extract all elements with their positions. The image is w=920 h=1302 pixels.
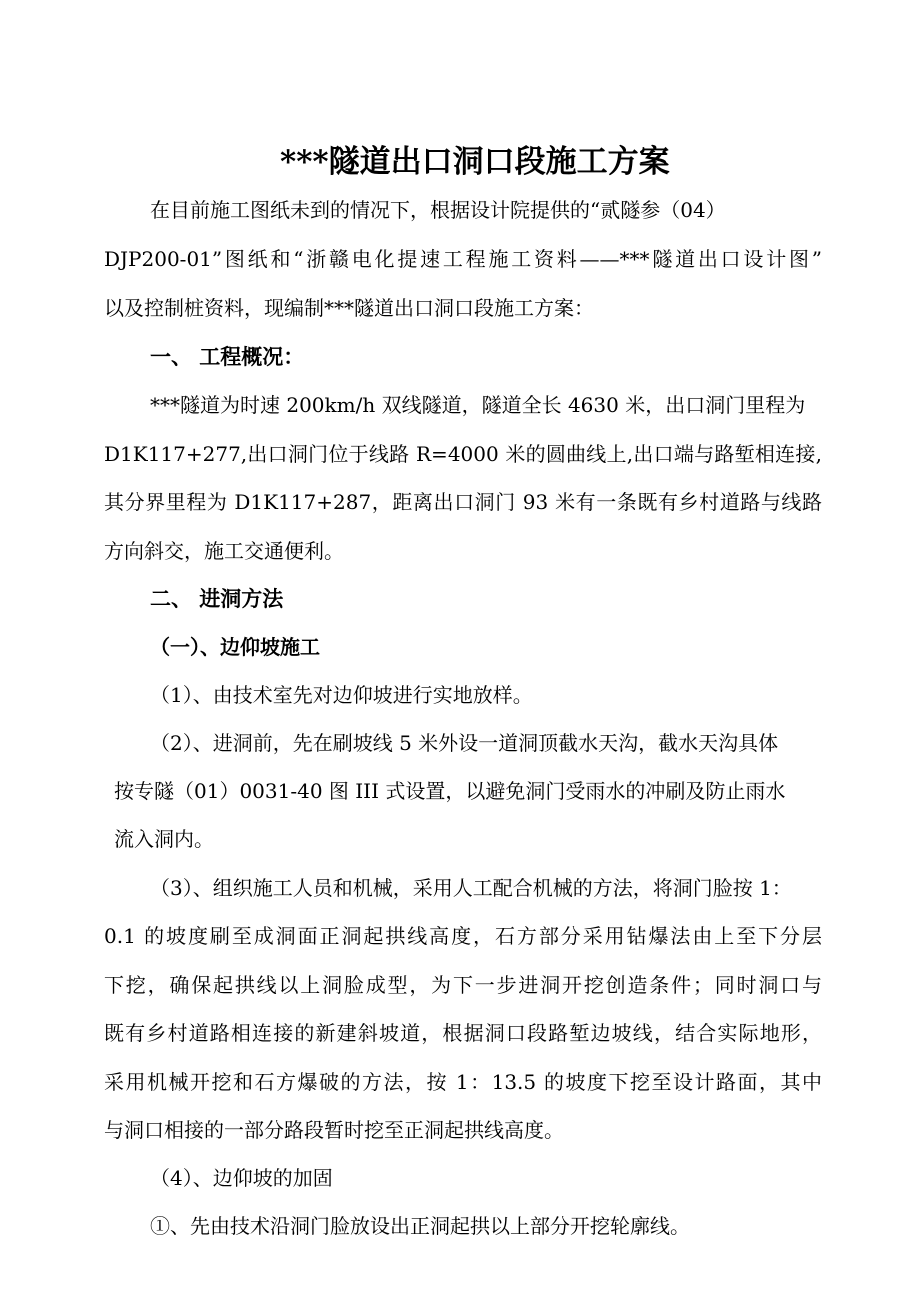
item3-line-3: 下挖，确保起拱线以上洞脸成型，为下一步进洞开挖创造条件；同时洞口与 xyxy=(104,973,822,997)
item3-line-2: 0.1 的坡度刷至成洞面正洞起拱线高度，石方部分采用钻爆法由上至下分层 xyxy=(104,924,822,948)
intro-line-1: 在目前施工图纸未到的情况下，根据设计院提供的“贰隧参（04） xyxy=(150,198,726,222)
item2-line-2: 按专隧（01）0031-40 图 III 式设置，以避免洞门受雨水的冲刷及防止雨水 xyxy=(114,779,786,803)
intro-line-3: 以及控制桩资料，现编制***隧道出口洞口段施工方案： xyxy=(104,296,594,320)
section2-heading: 二、 进洞方法 xyxy=(150,586,284,611)
section1-heading: 一、 工程概况： xyxy=(150,344,305,369)
item4-text: （4）、边仰坡的加固 xyxy=(150,1166,333,1190)
item2-line-3: 流入洞内。 xyxy=(114,827,214,851)
item2-line-1: （2）、进洞前，先在刷坡线 5 米外设一道洞顶截水天沟，截水天沟具体 xyxy=(150,731,779,755)
item3-line-4: 既有乡村道路相连接的新建斜坡道，根据洞口段路堑边坡线，结合实际地形， xyxy=(104,1021,822,1045)
item1-text: （1）、由技术室先对边仰坡进行实地放样。 xyxy=(150,683,533,707)
item3-line-6: 与洞口相接的一部分路段暂时挖至正洞起拱线高度。 xyxy=(104,1118,564,1142)
item3-line-1: （3）、组织施工人员和机械，采用人工配合机械的方法，将洞门脸按 1： xyxy=(150,876,792,900)
section1-line-3: 其分界里程为 D1K117+287，距离出口洞门 93 米有一条既有乡村道路与线路 xyxy=(104,490,822,514)
section1-line-1: ***隧道为时速 200km/h 双线隧道，隧道全长 4630 米，出口洞门里程为 xyxy=(150,393,806,417)
section1-line-2: D1K117+277,出口洞门位于线路 R=4000 米的圆曲线上,出口端与路堑相连接, xyxy=(104,442,822,466)
item4-1-text: ①、先由技术沿洞门脸放设出正洞起拱以上部分开挖轮廓线。 xyxy=(150,1214,690,1238)
document-title: ***隧道出口洞口段施工方案 xyxy=(280,144,670,180)
item3-line-5: 采用机械开挖和石方爆破的方法，按 1：13.5 的坡度下挖至设计路面，其中 xyxy=(104,1070,822,1094)
section1-line-4: 方向斜交，施工交通便利。 xyxy=(104,539,344,563)
intro-line-2: DJP200-01”图纸和“浙赣电化提速工程施工资料——***隧道出口设计图” xyxy=(104,247,822,271)
subsection1-heading: （一）、边仰坡施工 xyxy=(150,635,320,659)
